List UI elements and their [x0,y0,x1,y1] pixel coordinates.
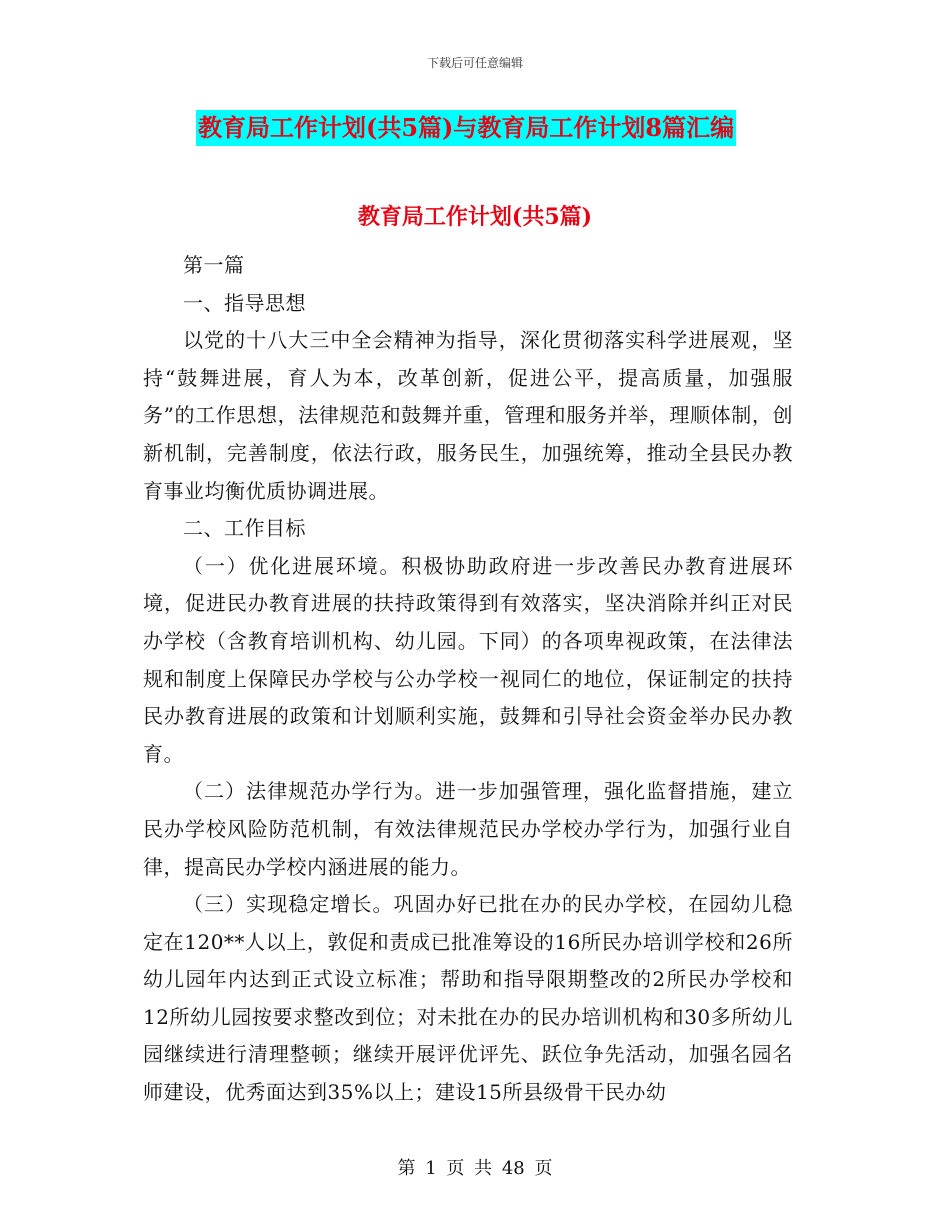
document-body [143,247,793,1112]
page-footer: 第 1 页 共 48 页 [397,1158,553,1179]
header-note: 下载后可任意编辑 [426,56,523,70]
section-heading-work-goals: 二、工作目标 [183,516,306,541]
section-heading-guiding-thought: 一、指导思想 [183,290,306,315]
body-paragraph: （二）法律规范办学行为。进一步加强管理，强化监督措施，建立民办学校风险防范机制，有效法律规范民办学校办学行为，加强行业自律，提高民办学校内涵进展的能力。 [143,779,793,879]
body-paragraph: 以党的十八大三中全会精神为指导，深化贯彻落实科学进展观，坚持“鼓舞进展，育人为本，改革创新，促进公平，提高质量，加强服务”的工作思想，法律规范和鼓舞并重，管理和服务并举，理顺体制，创新机制，完善制度，依法行政，服务民生，加强统筹，推动全县民办教育事业均衡优质协调进展。 [143,328,793,503]
part-heading: 第一篇 [183,253,245,277]
body-paragraph: （一）优化进展环境。积极协助政府进一步改善民办教育进展环境，促进民办教育进展的扶持政策得到有效落实，坚决消除并纠正对民办学校（含教育培训机构、幼儿园。下同）的各项卑视政策，在法律法规和制度上保障民办学校与公办学校一视同仁的地位，保证制定的扶持民办教育进展的政策和计划顺利实施，鼓舞和引导社会资金举办民办教育。 [143,553,793,766]
body-paragraph: （三）实现稳定增长。巩固办好已批在办的民办学校，在园幼儿稳定在120**人以上，敦促和责成已批准筹设的16所民办培训学校和26所幼儿园年内达到正式设立标准；帮助和指导限期整改的2所民办学校和12所幼儿园按要求整改到位；对未批在办的民办培训机构和30多所幼儿园继续进行清理整顿；继续开展评优评先、跃位争先活动，加强名园名师建设，优秀面达到35%以上；建设15所县级骨干民办幼 [143,892,793,1105]
section-title: 教育局工作计划(共5篇) [357,204,593,230]
document-main-title: 教育局工作计划(共5篇)与教育局工作计划8篇汇编 [196,110,736,146]
